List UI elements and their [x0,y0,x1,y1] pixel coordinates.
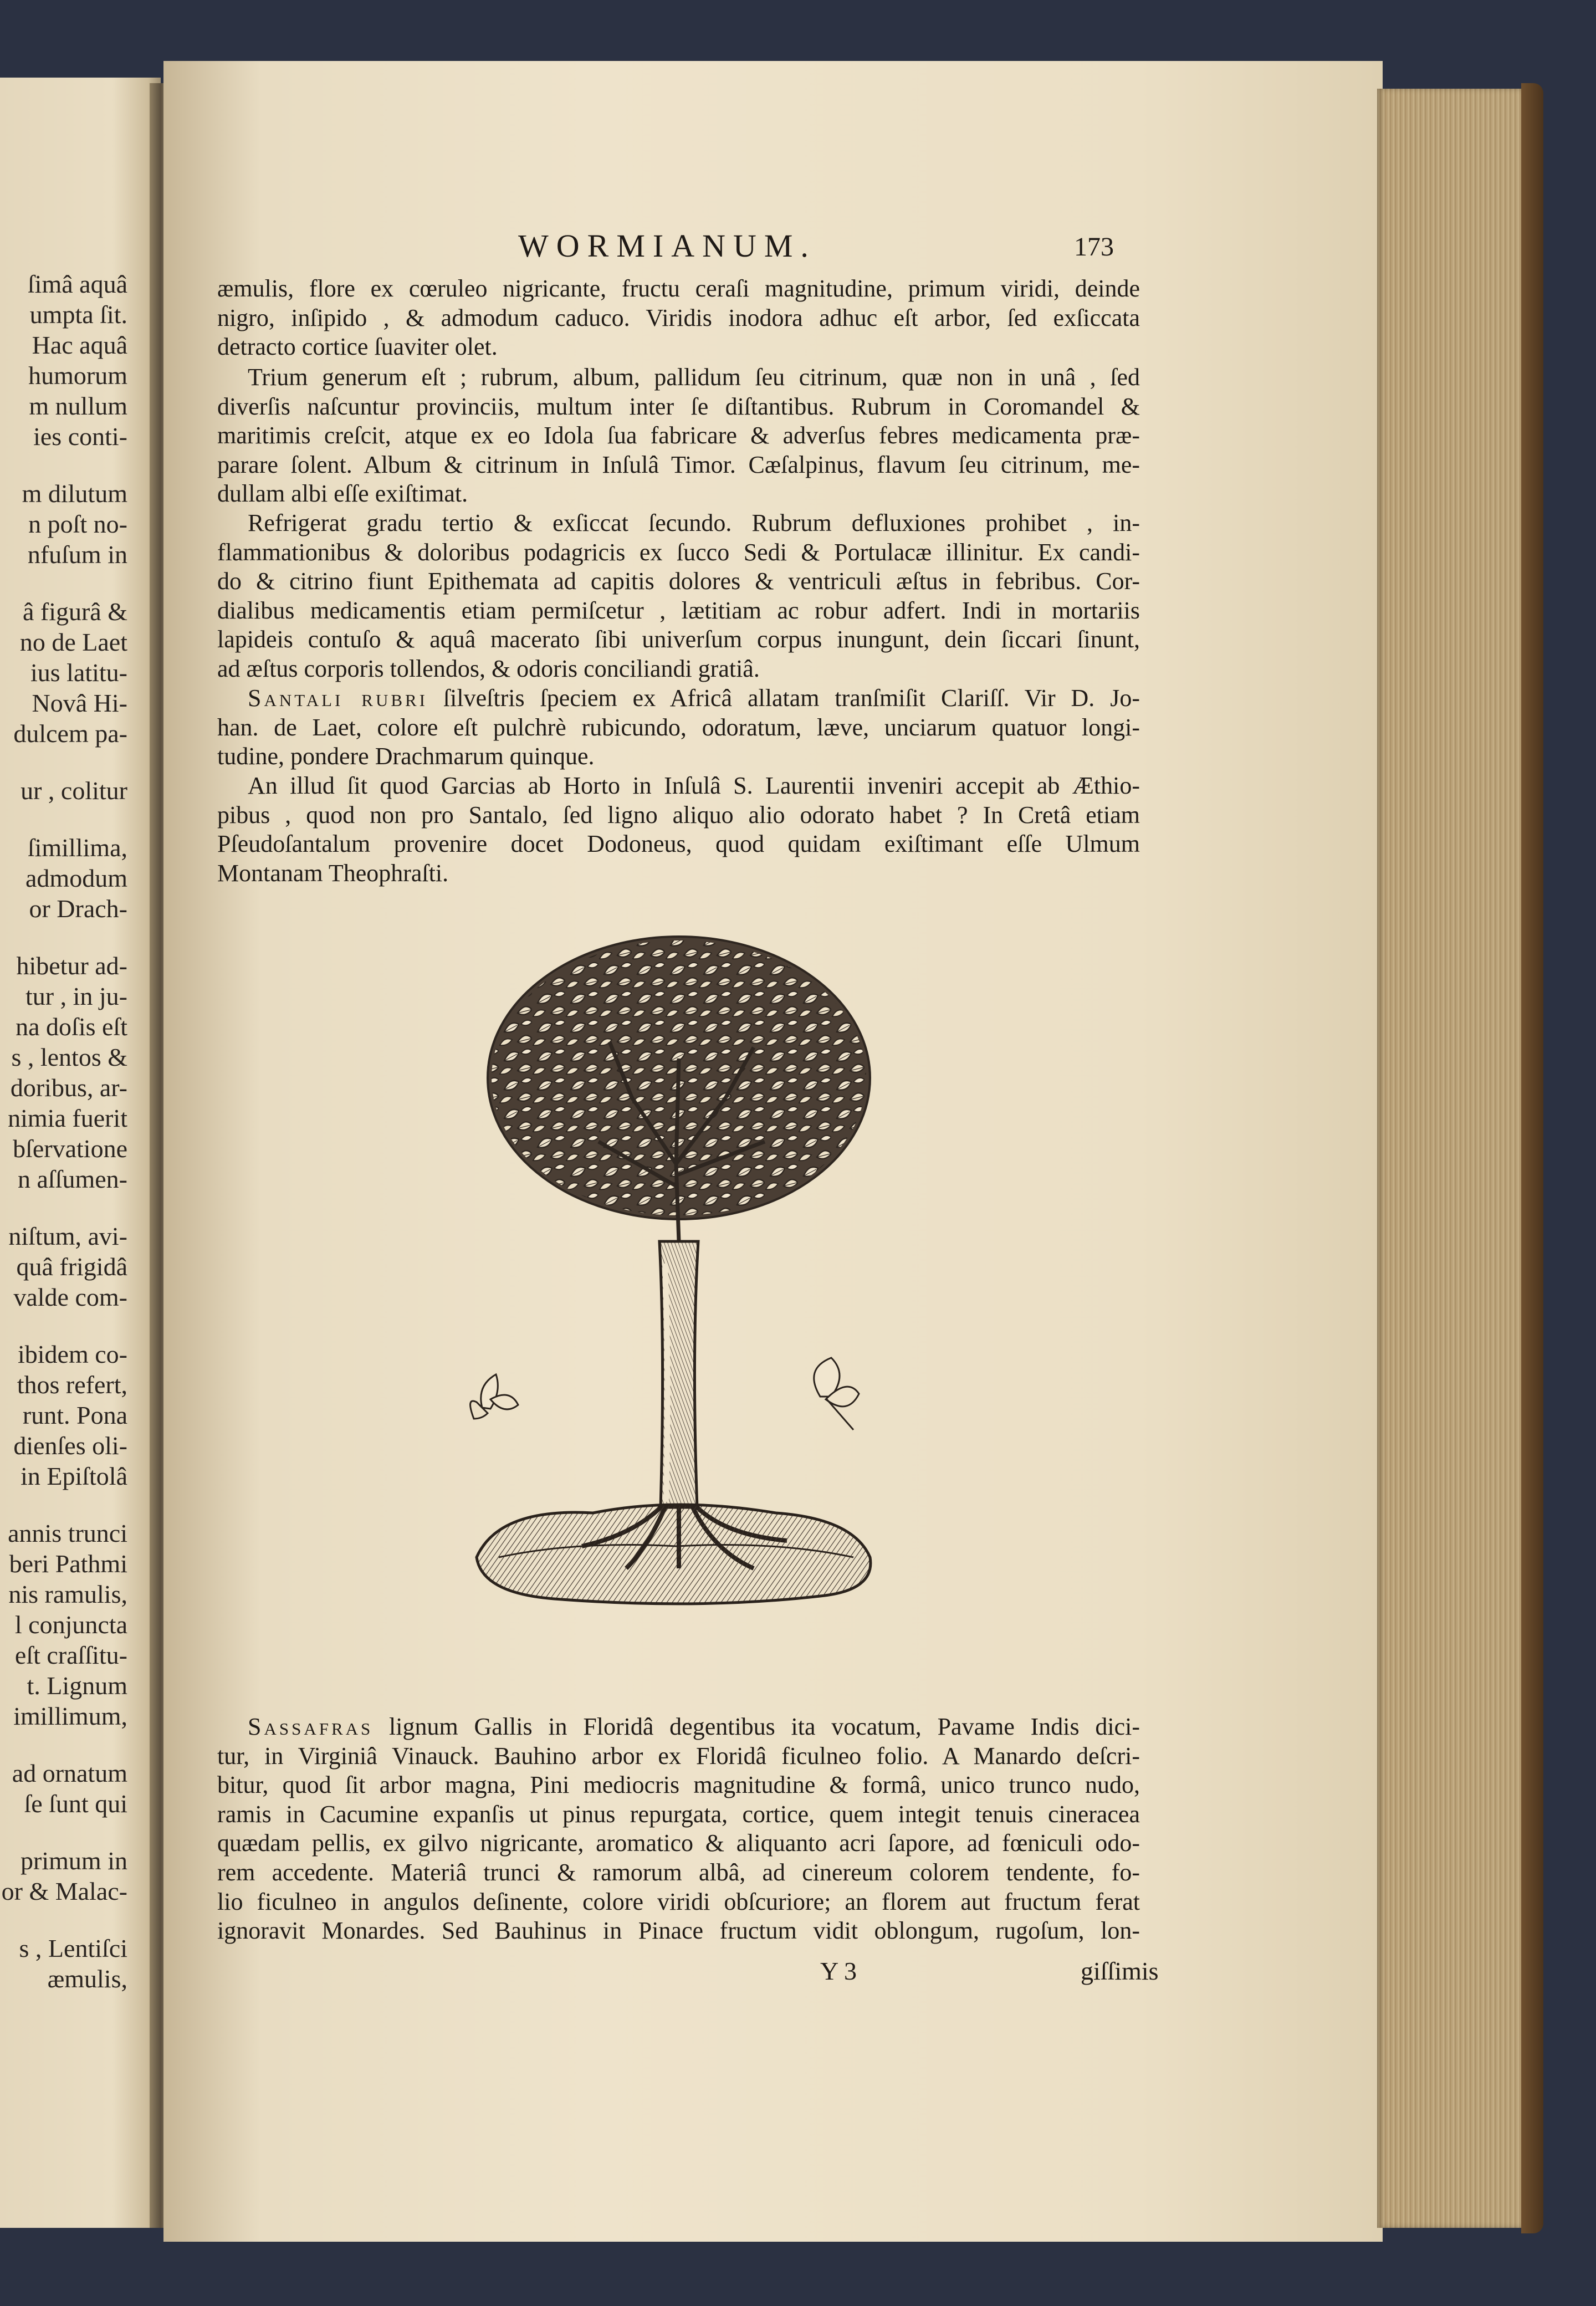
text-line: tur, in Virginiâ Vinauck. Bauhino arbor ex Floridâ ficulneo folio. A Manardo deſcri- [217,1742,1140,1770]
line-gap [0,452,161,478]
paragraph-2 [217,363,1140,509]
page-edges [1377,89,1530,2228]
left-page-line: dulcem pa- [13,719,127,748]
text-line: flammationibus & doloribus podagricis ex ſucco Sedi & Portulacæ illinitur. Ex candi- [217,538,1140,566]
text-line: ignoravit Monardes. Sed Bauhinus in Pinace fructum vidit oblongum, rugoſum, lon- [217,1917,1140,1945]
left-page-line: quâ frigidâ [16,1252,127,1281]
paragraph-5 [217,771,1140,888]
page-number: 173 [1074,232,1114,262]
text-line: pibus , quod non pro Santalo, ſed ligno aliquo alio odorato habet ? In Cretâ etiam [217,801,1140,829]
text-line: Pſeudoſantalum provenire docet Dodoneus, quod quidam exiſtimant eſſe Ulmum [217,830,1140,858]
left-page-line: t. Lignum [27,1671,127,1700]
text-line: bitur, quod ſit arbor magna, Pini mediocris magnitudine & formâ, unico trunco nudo, [217,1771,1140,1799]
left-page-line: ſe ſunt qui [24,1789,127,1818]
line-gap [0,1312,161,1339]
left-page-line: nimia fuerit [8,1104,127,1132]
section-lead-santali: Santali rubri [248,684,428,712]
left-page-line: Novâ Hi- [32,689,127,717]
left-page-line: ſimâ aquâ [27,270,127,298]
left-page-line: imillimum, [13,1702,127,1730]
text-line: æmulis, flore ex cœruleo nigricante, fructu ceraſi magnitudine, primum viridi, deinde [217,275,1140,302]
text-line: ramis in Cacumine expanſis ut pinus repurgata, cortice, quem integit tenuis cineracea [217,1800,1140,1828]
left-page-line: m nullum [29,392,127,420]
signature-mark: Y 3 [820,1957,857,1985]
left-page-line: ius latitu- [30,658,127,687]
left-page-line: doribus, ar- [10,1073,127,1102]
left-page-line: annis trunci [8,1519,127,1547]
text-line: quædam pellis, ex gilvo nigricante, aromatico & aliquanto acri ſapore, ad fœniculi odo- [217,1829,1140,1857]
left-page-line: or & Malac- [1,1877,127,1905]
tree-woodcut-illustration [466,931,920,1674]
left-page-line: bſervatione [13,1134,127,1163]
left-page [0,78,161,2228]
paragraph-6 [217,1712,1140,1946]
text-line: An illud ſit quod Garcias ab Horto in Inſulâ S. Laurentii inveniri accepit ab Æthio- [248,772,1140,799]
paragraph-3 [217,509,1140,684]
line-gap [0,1906,161,1933]
text-line: ad æſtus corporis tollendos, & odoris conciliandi gratiâ. [217,655,760,682]
text-line: han. de Laet, colore eſt pulchrè rubicundo, odoratum, læve, unciarum quatuor longi- [217,713,1140,741]
text-line: Montanam Theophraſti. [217,859,449,887]
text-line: dullam albi eſſe exiſtimat. [217,480,468,508]
text-line: lio ficulneo in angulos deſinente, colore viridi obſcuriore; an florem aut fructum ferat [217,1888,1140,1915]
left-page-line: nfuſum in [27,540,127,569]
left-page-line: valde com- [13,1283,127,1311]
text-line: Trium generum eſt ; rubrum, album, pallidum ſeu citrinum, quæ non in unâ , ſed [248,364,1140,391]
text-line: parare ſolent. Album & citrinum in Inſulâ Timor. Cæſalpinus, flavum ſeu citrinum, me- [217,451,1140,478]
left-page-line: tur , in ju- [25,982,127,1010]
left-page-line: ſimillima, [27,834,127,862]
left-page-line: s , lentos & [11,1043,127,1071]
left-page-line: in Epiſtolâ [21,1462,127,1490]
line-gap [0,1491,161,1518]
line-gap [0,806,161,832]
section-lead-sassafras: Sassafras [248,1713,374,1740]
text-span: lignum Gallis in Floridâ degentibus ita vocatum, Pavame Indis dici- [373,1713,1140,1740]
text-line: rem accedente. Materiâ trunci & ramorum albâ, ad cinereum colorem tendente, fo- [217,1858,1140,1886]
left-page-line: thos refert, [17,1371,127,1399]
fallen-leaf-left [470,1374,518,1419]
left-page-line: s , Lentiſci [19,1934,127,1962]
left-page-line: dienſes oli- [13,1431,127,1460]
text-line: nigro, inſipido , & admodum caduco. Viridis inodora adhuc eſt arbor, ſed exſiccata [217,304,1140,331]
line-gap [0,570,161,596]
text-line: dialibus medicamentis etiam permiſcetur , lætitiam ac robur adfert. Indi in mortariis [217,596,1140,624]
catchword: giſſimis [1081,1957,1159,1985]
left-page-line: nis ramulis, [8,1580,127,1608]
left-page-line: hibetur ad- [16,952,127,980]
left-page-line: n poſt no- [28,510,127,538]
left-page-line: l conjuncta [14,1610,127,1639]
text-line: Refrigerat gradu tertio & exſiccat ſecundo. Rubrum defluxiones prohibet , in- [248,509,1140,536]
left-page-line: ies conti- [33,422,127,451]
line-gap [0,1731,161,1758]
left-page-line: niſtum, avi- [8,1222,127,1250]
text-line: diverſis naſcuntur provinciis, multum inter ſe diſtantibus. Rubrum in Coromandel & [217,392,1140,420]
left-page-line: Hac aquâ [32,331,127,359]
text-span: ſilveſtris ſpeciem ex Africâ allatam tranſmiſit Clariſſ. Vir D. Jo- [428,684,1140,712]
running-title: WORMIANUM. [518,228,816,264]
left-page-line: â figurâ & [22,597,127,626]
left-page-line: humorum [28,361,127,390]
line-gap [0,924,161,950]
left-page-line: m dilutum [22,479,127,508]
left-page-line: runt. Pona [22,1401,127,1429]
text-line: detracto cortice ſuaviter olet. [217,333,498,361]
text-line: lapideis contuſo & aquâ macerato ſibi univerſum corpus inungunt, dein ſiccari ſinunt, [217,626,1140,653]
left-page-text [0,269,161,1994]
left-page-line: or Drach- [29,894,127,923]
left-page-line: admodum [25,864,127,892]
left-page-line: æmulis, [47,1965,127,1993]
left-page-line: ibidem co- [18,1340,127,1368]
left-page-line: ad ornatum [12,1759,127,1787]
line-gap [0,749,161,775]
paragraph-1 [217,274,1140,362]
paragraph-4 [217,684,1140,771]
text-line: maritimis creſcit, atque ex eo Idola ſua fabricare & adverſus febres medicamenta præ- [217,422,1140,449]
left-page-line: primum in [21,1847,127,1875]
text-line [217,1712,1140,1742]
text-line [217,684,1140,713]
left-page-line: ur , colitur [21,776,127,805]
left-page-line: umpta ſit. [29,300,127,329]
line-gap [0,1819,161,1845]
book-cover-board [1521,83,1543,2233]
left-page-line: na doſis eſt [16,1013,127,1041]
left-page-line: n aſſumen- [18,1165,127,1193]
fallen-leaf-right [814,1358,859,1430]
left-page-line: eſt craſſitu- [14,1641,127,1669]
line-gap [0,1194,161,1221]
text-line: tudine, pondere Drachmarum quinque. [217,743,595,770]
text-line: do & citrino fiunt Epithemata ad capitis dolores & ventriculi æſtus in febribus. Cor- [217,567,1140,595]
left-page-line: beri Pathmi [9,1550,127,1578]
left-page-line: no de Laet [19,628,127,656]
